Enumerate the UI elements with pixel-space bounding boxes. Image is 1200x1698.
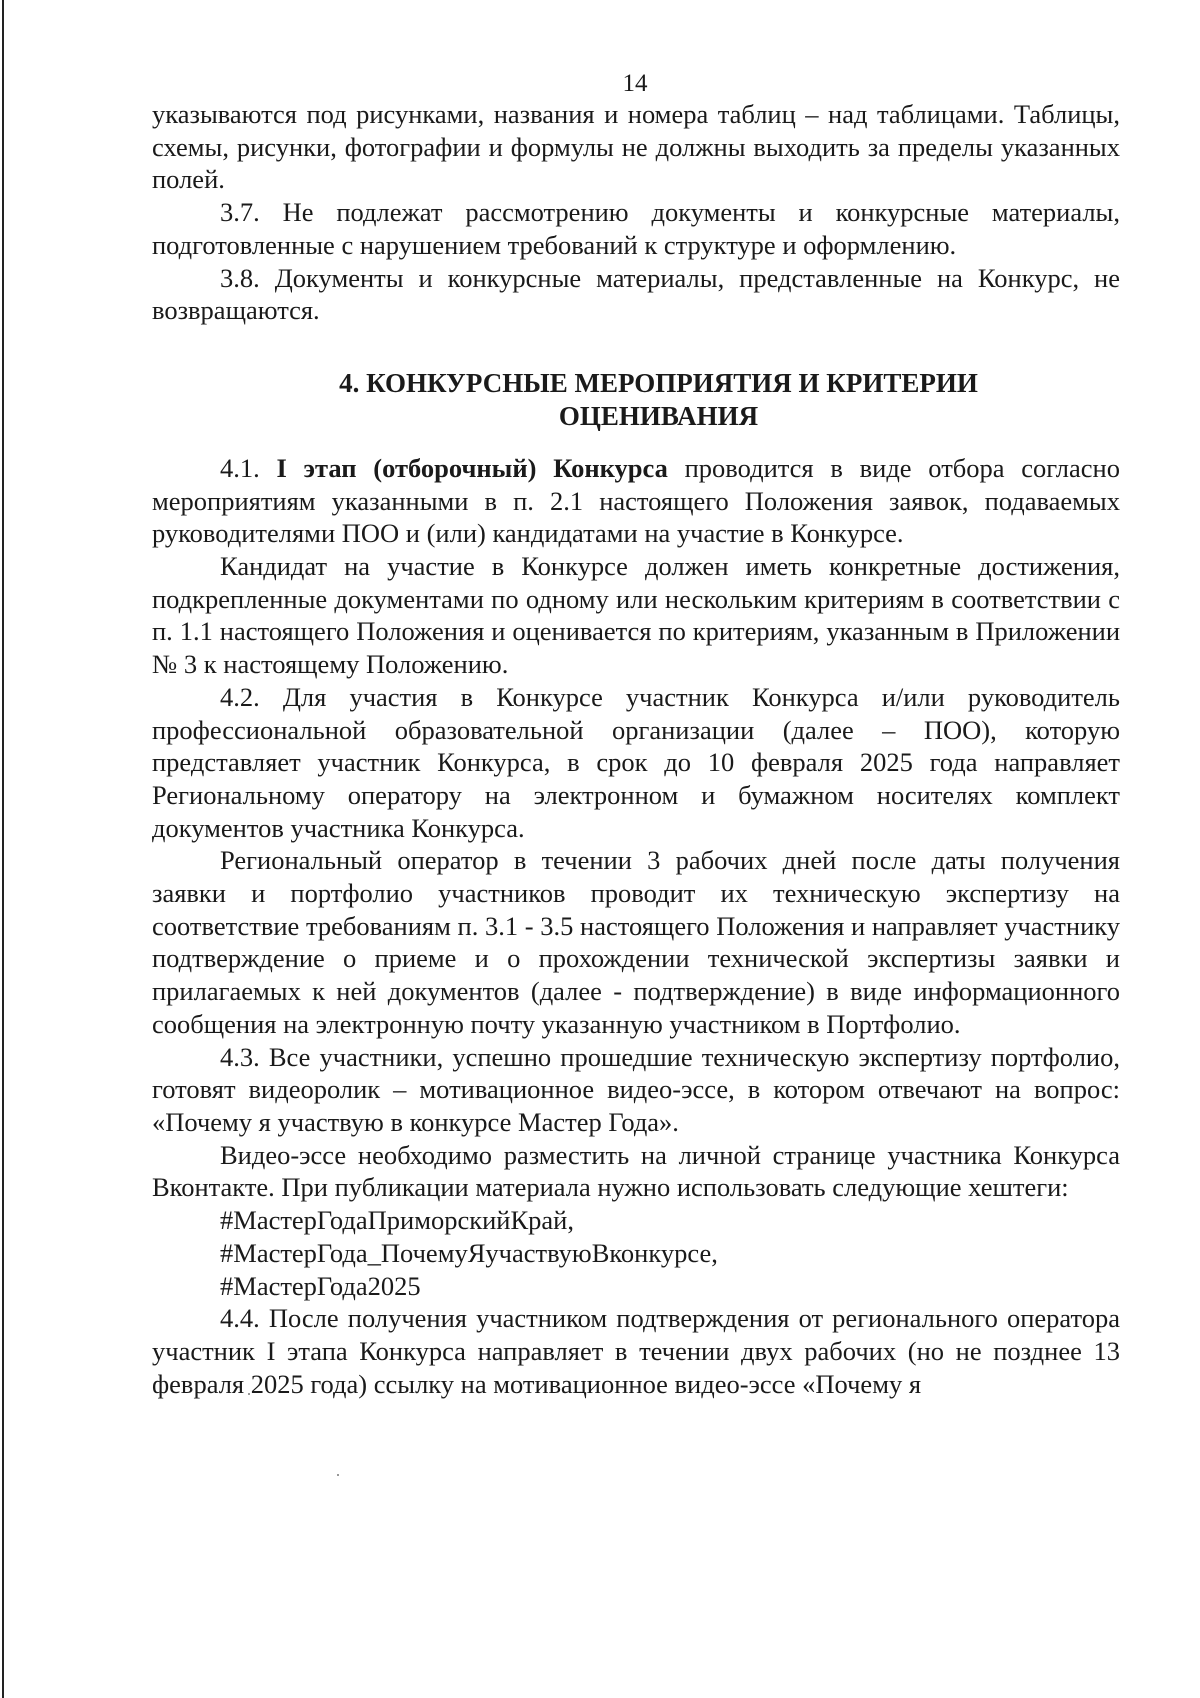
hashtag-line: #МастерГода2025: [220, 1270, 421, 1301]
section-heading-line1: 4. КОНКУРСНЫЕ МЕРОПРИЯТИЯ И КРИТЕРИИ: [339, 367, 978, 398]
stage-one-bold: I этап (отборочный) Конкурса: [276, 452, 668, 483]
document-body: [152, 98, 1120, 1400]
page-number: 14: [622, 70, 648, 97]
hashtag-line: #МастерГодаПриморскийКрай,: [220, 1205, 574, 1236]
hashtag-line: #МастерГода_ПочемуЯучаствуюВконкурсе,: [220, 1237, 718, 1268]
paragraph-4-1-text: проводится в виде отбора согласно мероприятиям указанными в п. 2.1 настоящего Положения заявок, подаваемых руководителями ПОО и (или) кандидатами на участие в Конкурсе.: [152, 452, 1120, 549]
clause-number-4-1: 4.1.: [220, 452, 260, 483]
scan-left-edge: [2, 0, 4, 1698]
paragraph-4-2: 4.2. Для участия в Конкурсе участник Конкурса и/или руководитель профессиональной образовательной организации (далее – ПОО), которую представляет участник Конкурса, в срок до 10 февраля 2025 года направляет Региональному оператору на электронном и бумажном носителях комплект документов участника Конкурса.: [152, 681, 1120, 843]
paragraph-candidate: Кандидат на участие в Конкурсе должен иметь конкретные достижения, подкрепленные документами по одному или нескольким критериям в соответствии с п. 1.1 настоящего Положения и оценивается по критериям, указанным в Приложении № 3 к настоящему Положению.: [152, 551, 1120, 680]
paragraph-regional-operator: Региональный оператор в течении 3 рабочих дней после даты получения заявки и портфолио участников проводит их техническую экспертизу на соответствие требованиям п. 3.1 - 3.5 настоящего Положения и направляет участнику подтверждение о приеме и о прохождении технической экспертизы заявки и прилагаемых к ней документов (далее - подтверждение) в виде информационного сообщения на электронную почту указанную участником в Портфолио.: [152, 845, 1120, 1039]
paragraph-4-3: 4.3. Все участники, успешно прошедшие техническую экспертизу портфолио, готовят видеоролик – мотивационное видео-эссе, в котором отвечают на вопрос: «Почему я участвую в конкурсе Мастер Года».: [152, 1041, 1120, 1137]
paragraph-video-essay: Видео-эссе необходимо разместить на личной странице участника Конкурса Вконтакте. При публикации материала нужно использовать следующие хештеги:: [152, 1139, 1120, 1203]
paragraph-4-4: 4.4. После получения участником подтверждения от регионального оператора участник I этапа Конкурса направляет в течении двух рабочих (но не позднее 13 февраля 2025 года) ссылку на мотивационное видео-эссе «Почему я: [152, 1303, 1120, 1399]
paragraph-3-8: 3.8. Документы и конкурсные материалы, представленные на Конкурс, не возвращаются.: [152, 262, 1120, 326]
section-4-heading: [152, 367, 1120, 433]
section-heading-line2: ОЦЕНИВАНИЯ: [558, 400, 759, 431]
scan-speck: [337, 1474, 339, 1476]
paragraph-4-1: [152, 452, 1120, 550]
intro-paragraph-1: указываются под рисунками, названия и номера таблиц – над таблицами. Таблицы, схемы, рисунки, фотографии и формулы не должны выходить за пределы указанных полей.: [152, 99, 1120, 195]
paragraph-3-7: 3.7. Не подлежат рассмотрению документы и конкурсные материалы, подготовленные с нарушением требований к структуре и оформлению.: [152, 197, 1120, 260]
